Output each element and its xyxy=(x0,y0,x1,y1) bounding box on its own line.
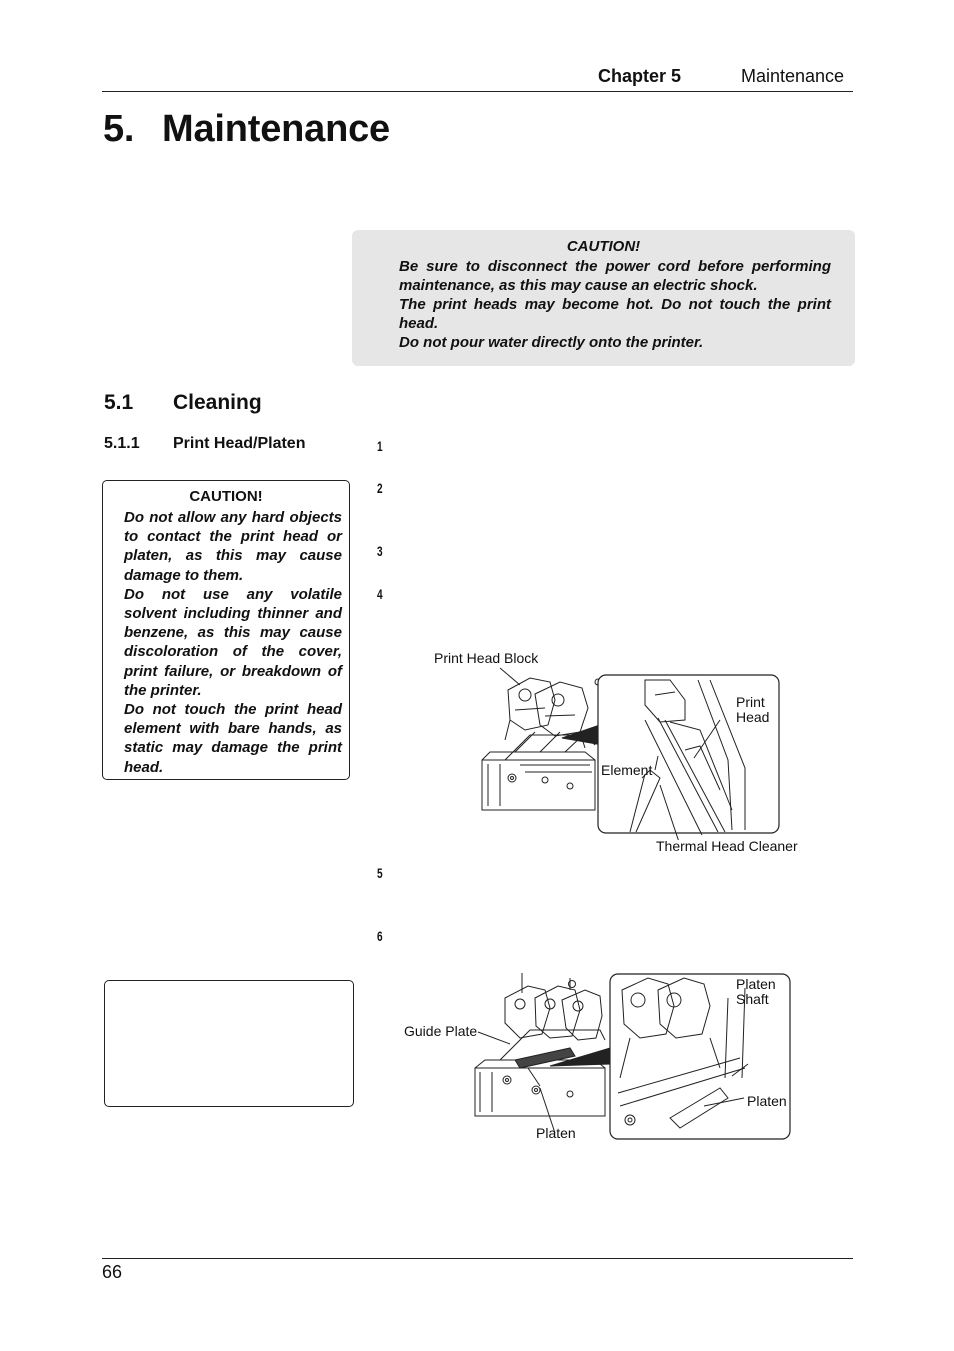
caution-line: Do not touch the print head element with bare hands, as static may damage the print head. xyxy=(124,701,342,776)
caution-body xyxy=(399,257,831,352)
step-number: 6 xyxy=(377,928,383,944)
label-element: Element xyxy=(601,762,653,778)
caution-line: Do not allow any hard objects to contact the print head or platen, as this may cause damage to them. xyxy=(124,509,342,584)
header-chapter: Chapter 5 xyxy=(598,66,682,86)
label-guide-plate: Guide Plate xyxy=(404,1023,478,1039)
footer-divider xyxy=(102,1258,853,1259)
caution-line: Do not pour water directly onto the printer. xyxy=(399,334,704,351)
note-box-empty xyxy=(104,980,354,1107)
step-number: 5 xyxy=(377,865,383,881)
caution-line: Be sure to disconnect the power cord before performing maintenance, as this may cause an electric shock. xyxy=(399,258,831,294)
step-number: 4 xyxy=(377,586,383,602)
label-thermal-head-cleaner: Thermal Head Cleaner xyxy=(656,838,798,854)
print-head-cleaning-illustration xyxy=(470,660,790,840)
label-platen-shaft-line: Shaft xyxy=(736,991,769,1007)
step-number: 3 xyxy=(377,543,383,559)
page-title-number: 5. xyxy=(103,108,135,150)
page-number: 66 xyxy=(102,1262,123,1282)
header-divider xyxy=(102,91,853,92)
subsection-number: 5.1.1 xyxy=(104,435,140,452)
label-print-head-block: Print Head Block xyxy=(434,650,539,666)
section-title: Cleaning xyxy=(173,391,262,414)
step-number: 1 xyxy=(377,438,383,454)
page-title-text: Maintenance xyxy=(162,108,390,150)
label-print-head-line: Head xyxy=(736,709,770,725)
subsection-title: Print Head/Platen xyxy=(173,435,306,452)
label-platen-shaft-line: Platen xyxy=(736,976,776,992)
caution-title: CAUTION! xyxy=(189,488,263,505)
caution-box-print-head xyxy=(102,480,350,780)
step-number: 2 xyxy=(377,480,383,496)
caution-box-power xyxy=(352,230,855,366)
header-section: Maintenance xyxy=(741,66,845,86)
caution-title: CAUTION! xyxy=(566,238,641,255)
caution-line: Do not use any volatile solvent including thinner and benzene, as this may cause discoloration of the cover, print failure, or breakdown of the printer. xyxy=(124,585,342,699)
label-platen-right: Platen xyxy=(747,1093,787,1109)
label-print-head xyxy=(736,695,769,725)
label-print-head-line: Print xyxy=(736,694,765,710)
caution-body xyxy=(124,508,342,777)
page-title xyxy=(103,108,390,151)
label-platen-bottom: Platen xyxy=(536,1125,576,1141)
section-number: 5.1 xyxy=(104,391,134,414)
caution-line: The print heads may become hot. Do not touch the print head. xyxy=(399,296,831,332)
label-platen-shaft xyxy=(736,977,776,1007)
